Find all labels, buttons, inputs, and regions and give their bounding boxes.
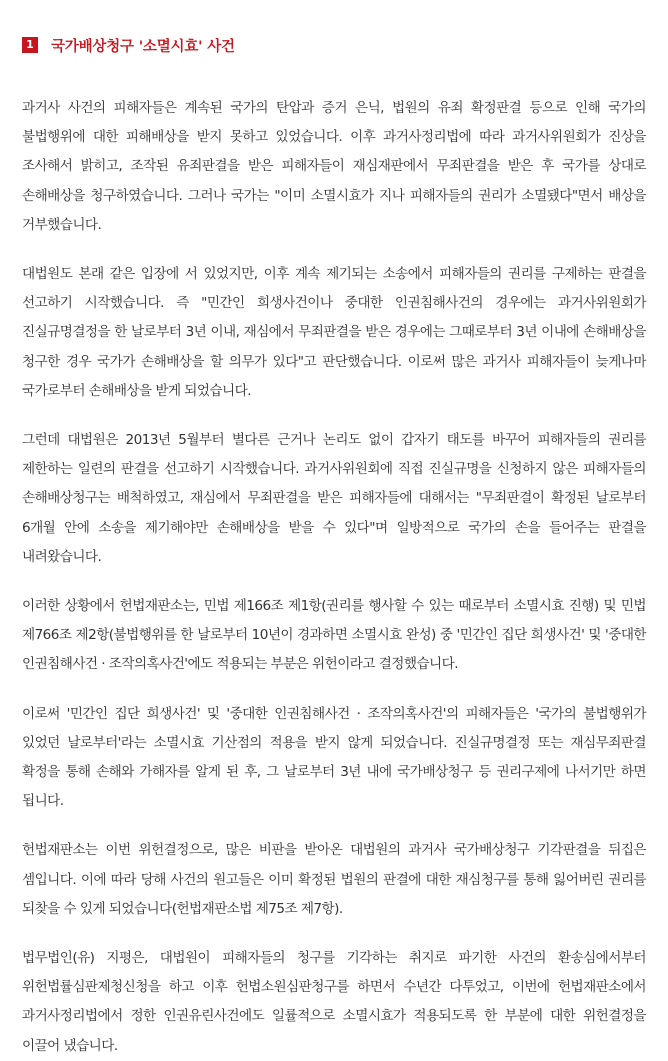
section-heading bbox=[22, 34, 646, 56]
paragraph-5: 이로써 '민간인 집단 희생사건' 및 '중대한 인권침해사건 · 조작의혹사건'의 피해자들은 '국가의 불법행위가 있었던 날로부터'라는 소멸시효 기산점의 적용을 받지 않게 되었습니다. 진실규명결정 또는 재심무죄판결 확정을 통해 손해와 가해자를 알게 된 후, 그 날로부터 3년 내에 국가배상청구 등 권리구제에 나서기만 하면 됩니다. bbox=[22, 705, 646, 810]
paragraph-3: 그런데 대법원은 2013년 5월부터 별다른 근거나 논리도 없이 갑자기 태도를 바꾸어 피해자들의 권리를 제한하는 일련의 판결을 선고하기 시작했습니다. 과거사위원회에 직접 진실규명을 신청하지 않은 피해자들의 손해배상청구는 배척하였고, 재심에서 무죄판결을 받은 피해자들에 대해서는 "무죄판결이 확정된 날로부터 6개월 안에 소송을 제기해야만 손해배상을 받을 수 있다"며 일방적으로 국가의 손을 들어주는 판결을 내려왔습니다. bbox=[22, 432, 646, 565]
paragraph-1: 과거사 사건의 피해자들은 계속된 국가의 탄압과 증거 은닉, 법원의 유죄 확정판결 등으로 인해 국가의 불법행위에 대한 피해배상을 받지 못하고 있었습니다. 이후 과거사정리법에 따라 과거사위원회가 진상을 조사해서 밝히고, 조작된 유죄판결을 받은 피해자들이 재심재판에서 무죄판결을 받은 후 국가를 상대로 손해배상을 청구하였습니다. 그러나 국가는 "이미 소멸시효가 지나 피해자들의 권리가 소멸됐다"면서 배상을 거부했습니다. bbox=[22, 100, 646, 233]
section-number-badge: 1 bbox=[22, 37, 38, 53]
paragraph-2: 대법원도 본래 같은 입장에 서 있었지만, 이후 계속 제기되는 소송에서 피해자들의 권리를 구제하는 판결을 선고하기 시작했습니다. 즉 "민간인 희생사건이나 중대한 인권침해사건의 경우에는 과거사위원회가 진실규명결정을 한 날로부터 3년 이내, 재심에서 무죄판결을 받은 경우에는 그때로부터 3년 이내에 손해배상을 청구한 경우 국가가 손해배상을 할 의무가 있다"고 판단했습니다. 이로써 많은 과거사 피해자들이 늦게나마 국가로부터 손해배상을 받게 되었습니다. bbox=[22, 266, 646, 399]
paragraph-4: 이러한 상황에서 헌법재판소는, 민법 제166조 제1항(권리를 행사할 수 있는 때로부터 소멸시효 진행) 및 민법 제766조 제2항(불법행위를 한 날로부터 10년이 경과하면 소멸시효 완성) 중 '민간인 집단 희생사건' 및 '중대한 인권침해사건 · 조작의혹사건'에도 적용되는 부분은 위헌이라고 결정했습니다. bbox=[22, 598, 646, 673]
paragraph-7: 법무법인(유) 지평은, 대법원이 피해자들의 청구를 기각하는 취지로 파기한 사건의 환송심에서부터 위헌법률심판제청신청을 하고 이후 헌법소원심판청구를 하면서 수년간 다투었고, 이번에 헌법재판소에서 과거사정리법에서 정한 인권유린사건에도 일률적으로 소멸시효가 적용되도록 한 부분에 대한 위헌결정을 이끌어 냈습니다. bbox=[22, 950, 646, 1054]
paragraph-6: 헌법재판소는 이번 위헌결정으로, 많은 비판을 받아온 대법원의 과거사 국가배상청구 기각판결을 뒤집은 셈입니다. 이에 따라 당해 사건의 원고들은 이미 확정된 법원의 판결에 대한 재심청구를 통해 잃어버린 권리를 되찾을 수 있게 되었습니다(헌법재판소법 제75조 제7항). bbox=[22, 842, 646, 917]
section-title: 국가배상청구 '소멸시효' 사건 bbox=[51, 38, 235, 55]
